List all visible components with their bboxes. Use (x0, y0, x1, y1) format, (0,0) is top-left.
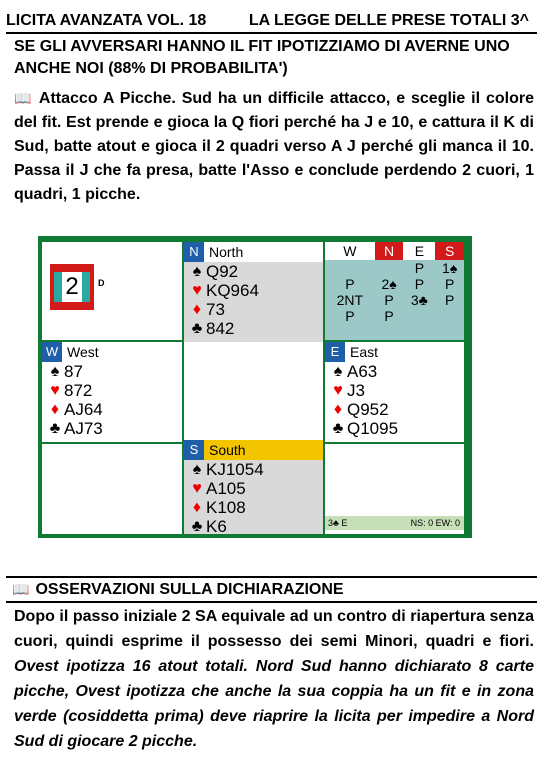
bid-cell: 1♠ (442, 260, 458, 276)
diamond-icon: ♦ (333, 401, 343, 418)
south-spades: KJ1054 (206, 460, 264, 479)
board-number-badge (50, 264, 94, 310)
bottom-left-cell (42, 444, 182, 534)
bid-header-north: N (375, 242, 404, 260)
spade-icon: ♠ (192, 461, 202, 478)
subtitle: SE GLI AVVERSARI HANNO IL FIT IPOTIZZIAMO DI AVERNE UNO ANCHE NOI (88% DI PROBABILITA') (14, 38, 510, 77)
bid-cell: 3♣ (410, 292, 428, 308)
contract: 3♣ E (328, 518, 348, 528)
heart-icon: ♥ (50, 382, 60, 399)
book-title: LICITA AVANZATA VOL. 18 (6, 12, 207, 29)
bid-cell: P (345, 276, 355, 292)
club-icon: ♣ (191, 518, 203, 535)
bid-cell: P (444, 292, 455, 308)
board-number: 2 (62, 272, 82, 302)
spade-icon: ♠ (50, 363, 60, 380)
section-title: OSSERVAZIONI SULLA DICHIARAZIONE (35, 581, 344, 598)
heart-icon: ♥ (333, 382, 343, 399)
west-spades: 87 (64, 362, 83, 381)
north-diamonds: 73 (206, 300, 225, 319)
west-badge: W (42, 342, 62, 362)
bid-cell: P (384, 308, 394, 324)
diamond-icon: ♦ (50, 401, 60, 418)
north-hand (184, 242, 323, 342)
diamond-icon: ♦ (192, 499, 202, 516)
bid-cell: P (384, 292, 394, 308)
bid-cell: P (444, 276, 455, 292)
club-icon: ♣ (191, 320, 203, 337)
lead-text: Attacco A Picche. Sud ha un difficile attacco, e sceglie il colore del fit. Est prende e gioca la Q fiori perché ha J e 10, e cattura il K di Sud, batte atout e gioca il 2 quadri verso A J perché gli manca il 10. Passa il J che fa presa, batte l'Asso e conclude perdendo 2 cuori, 1 quadri, 1 picche. (14, 90, 535, 203)
table-center (184, 342, 323, 442)
book-icon: 📖 (12, 581, 30, 597)
west-hand (42, 342, 182, 442)
result-bar (325, 516, 464, 530)
west-name: West (67, 344, 99, 360)
west-diamonds: AJ64 (64, 400, 103, 419)
bid-cell: P (345, 308, 355, 324)
south-clubs: K6 (206, 517, 227, 536)
bid-header-east: E (403, 242, 435, 260)
bidding-box (325, 242, 464, 340)
east-hearts: J3 (347, 381, 365, 400)
north-clubs: 842 (206, 319, 235, 338)
spade-icon: ♠ (192, 263, 202, 280)
south-name: South (209, 442, 246, 458)
bid-cell: 2♠ (381, 276, 397, 292)
south-badge: S (184, 440, 204, 460)
north-spades: Q92 (206, 262, 239, 281)
east-diamonds: Q952 (347, 400, 389, 419)
book-icon: 📖 (14, 90, 33, 106)
north-hearts: KQ964 (206, 281, 259, 300)
bid-cell: 2NT (336, 292, 364, 308)
west-hearts: 872 (64, 381, 93, 400)
chapter-title: LA LEGGE DELLE PRESE TOTALI 3^ (248, 12, 529, 29)
south-hand (184, 440, 323, 534)
bottom-right-cell (325, 444, 464, 534)
east-badge: E (325, 342, 345, 362)
heart-icon: ♥ (192, 480, 202, 497)
east-name: East (350, 344, 379, 360)
bid-cell: P (414, 276, 425, 292)
heart-icon: ♥ (192, 282, 202, 299)
page-header (6, 10, 537, 34)
bid-cell (375, 260, 404, 276)
south-hearts: A105 (206, 479, 246, 498)
bid-cell (403, 308, 435, 324)
north-badge: N (184, 242, 204, 262)
observation-plain: Dopo il passo iniziale 2 SA equivale ad un contro di riapertura senza cuori, quindi esprime il possesso dei semi Minori, quadri e fiori. (14, 608, 534, 650)
west-clubs: AJ73 (64, 419, 103, 438)
bridge-diagram (38, 236, 472, 538)
observation-text (14, 604, 534, 754)
observation-italic: Ovest ipotizza 16 atout totali. Nord Sud hanno dichiarato 8 carte picche, Ovest ipotizza che anche la sua coppia ha un fit e in zona verde (cosiddetta prima) deve riaprire la licita per impedire a Nord Sud di giocare 2 picche. (14, 658, 534, 750)
bid-cell (325, 260, 375, 276)
spade-icon: ♠ (333, 363, 343, 380)
bid-header-south: S (435, 242, 464, 260)
club-icon: ♣ (49, 420, 61, 437)
section-header (6, 576, 537, 603)
diamond-icon: ♦ (192, 301, 202, 318)
south-diamonds: K108 (206, 498, 246, 517)
board-info-cell (42, 242, 182, 340)
north-name: North (209, 244, 244, 260)
score: NS: 0 EW: 0 (410, 518, 460, 528)
bid-header-west: W (325, 242, 375, 260)
club-icon: ♣ (332, 420, 344, 437)
east-hand (325, 342, 464, 442)
bid-cell: P (414, 260, 425, 276)
east-spades: A63 (347, 362, 378, 381)
dealer-label: D (98, 278, 105, 288)
bid-cell (435, 308, 464, 324)
east-clubs: Q1095 (347, 419, 399, 438)
lead-paragraph (14, 86, 534, 207)
